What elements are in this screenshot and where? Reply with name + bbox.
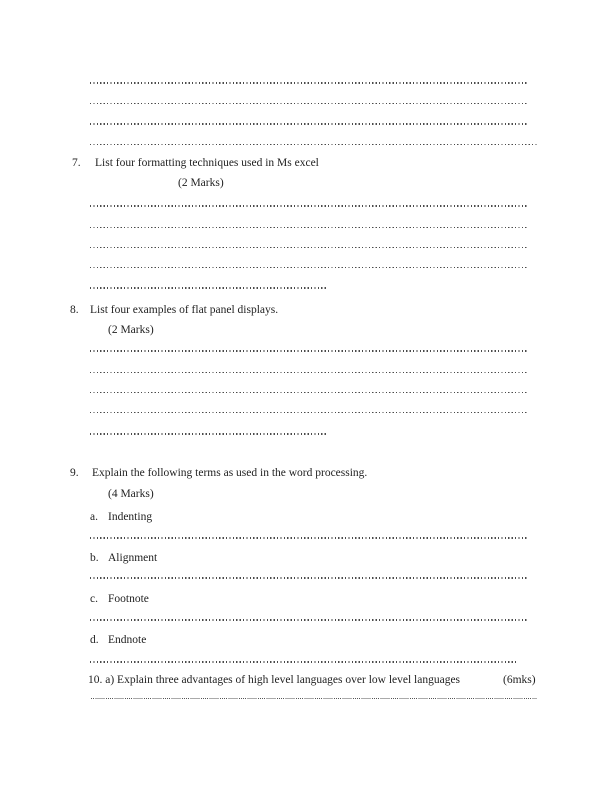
- question-number: 8.: [70, 304, 79, 316]
- subitem-letter: b.: [90, 552, 99, 564]
- answer-line: [90, 123, 528, 125]
- subitem-term: Alignment: [108, 552, 158, 564]
- answer-line: [90, 537, 528, 539]
- subitem-letter: d.: [90, 634, 99, 646]
- subitem-term: Footnote: [108, 593, 149, 605]
- answer-line: [90, 267, 528, 269]
- answer-line: [91, 698, 537, 699]
- subitem-letter: a.: [90, 511, 98, 523]
- answer-line: [90, 433, 328, 435]
- subitem-letter: c.: [90, 593, 98, 605]
- marks-label: (4 Marks): [108, 488, 154, 500]
- question-number: 7.: [72, 157, 81, 169]
- answer-line: [90, 350, 528, 352]
- question-text: 10. a) Explain three advantages of high level languages over low level languages: [88, 674, 461, 686]
- answer-line: [90, 392, 528, 394]
- question-text: List four formatting techniques used in Ms excel: [95, 157, 319, 169]
- answer-line: [90, 577, 528, 579]
- subitem-term: Indenting: [108, 511, 153, 523]
- answer-line: [90, 144, 537, 146]
- question-text: List four examples of flat panel displays.: [90, 304, 279, 316]
- answer-line: [90, 205, 528, 207]
- answer-line: [90, 247, 528, 249]
- answer-line: [90, 82, 528, 84]
- subitem-term: Endnote: [108, 634, 147, 646]
- question-number: 9.: [70, 467, 79, 479]
- marks-label: (2 Marks): [178, 177, 224, 189]
- marks-label: (6mks): [503, 674, 536, 686]
- answer-line: [90, 412, 528, 414]
- answer-line: [90, 287, 328, 289]
- answer-line: [90, 103, 528, 105]
- answer-line: [90, 372, 528, 374]
- answer-line: [90, 227, 528, 229]
- answer-line: [90, 619, 528, 621]
- marks-label: (2 Marks): [108, 324, 154, 336]
- answer-line: [90, 661, 517, 663]
- question-text: Explain the following terms as used in the word processing.: [92, 467, 368, 479]
